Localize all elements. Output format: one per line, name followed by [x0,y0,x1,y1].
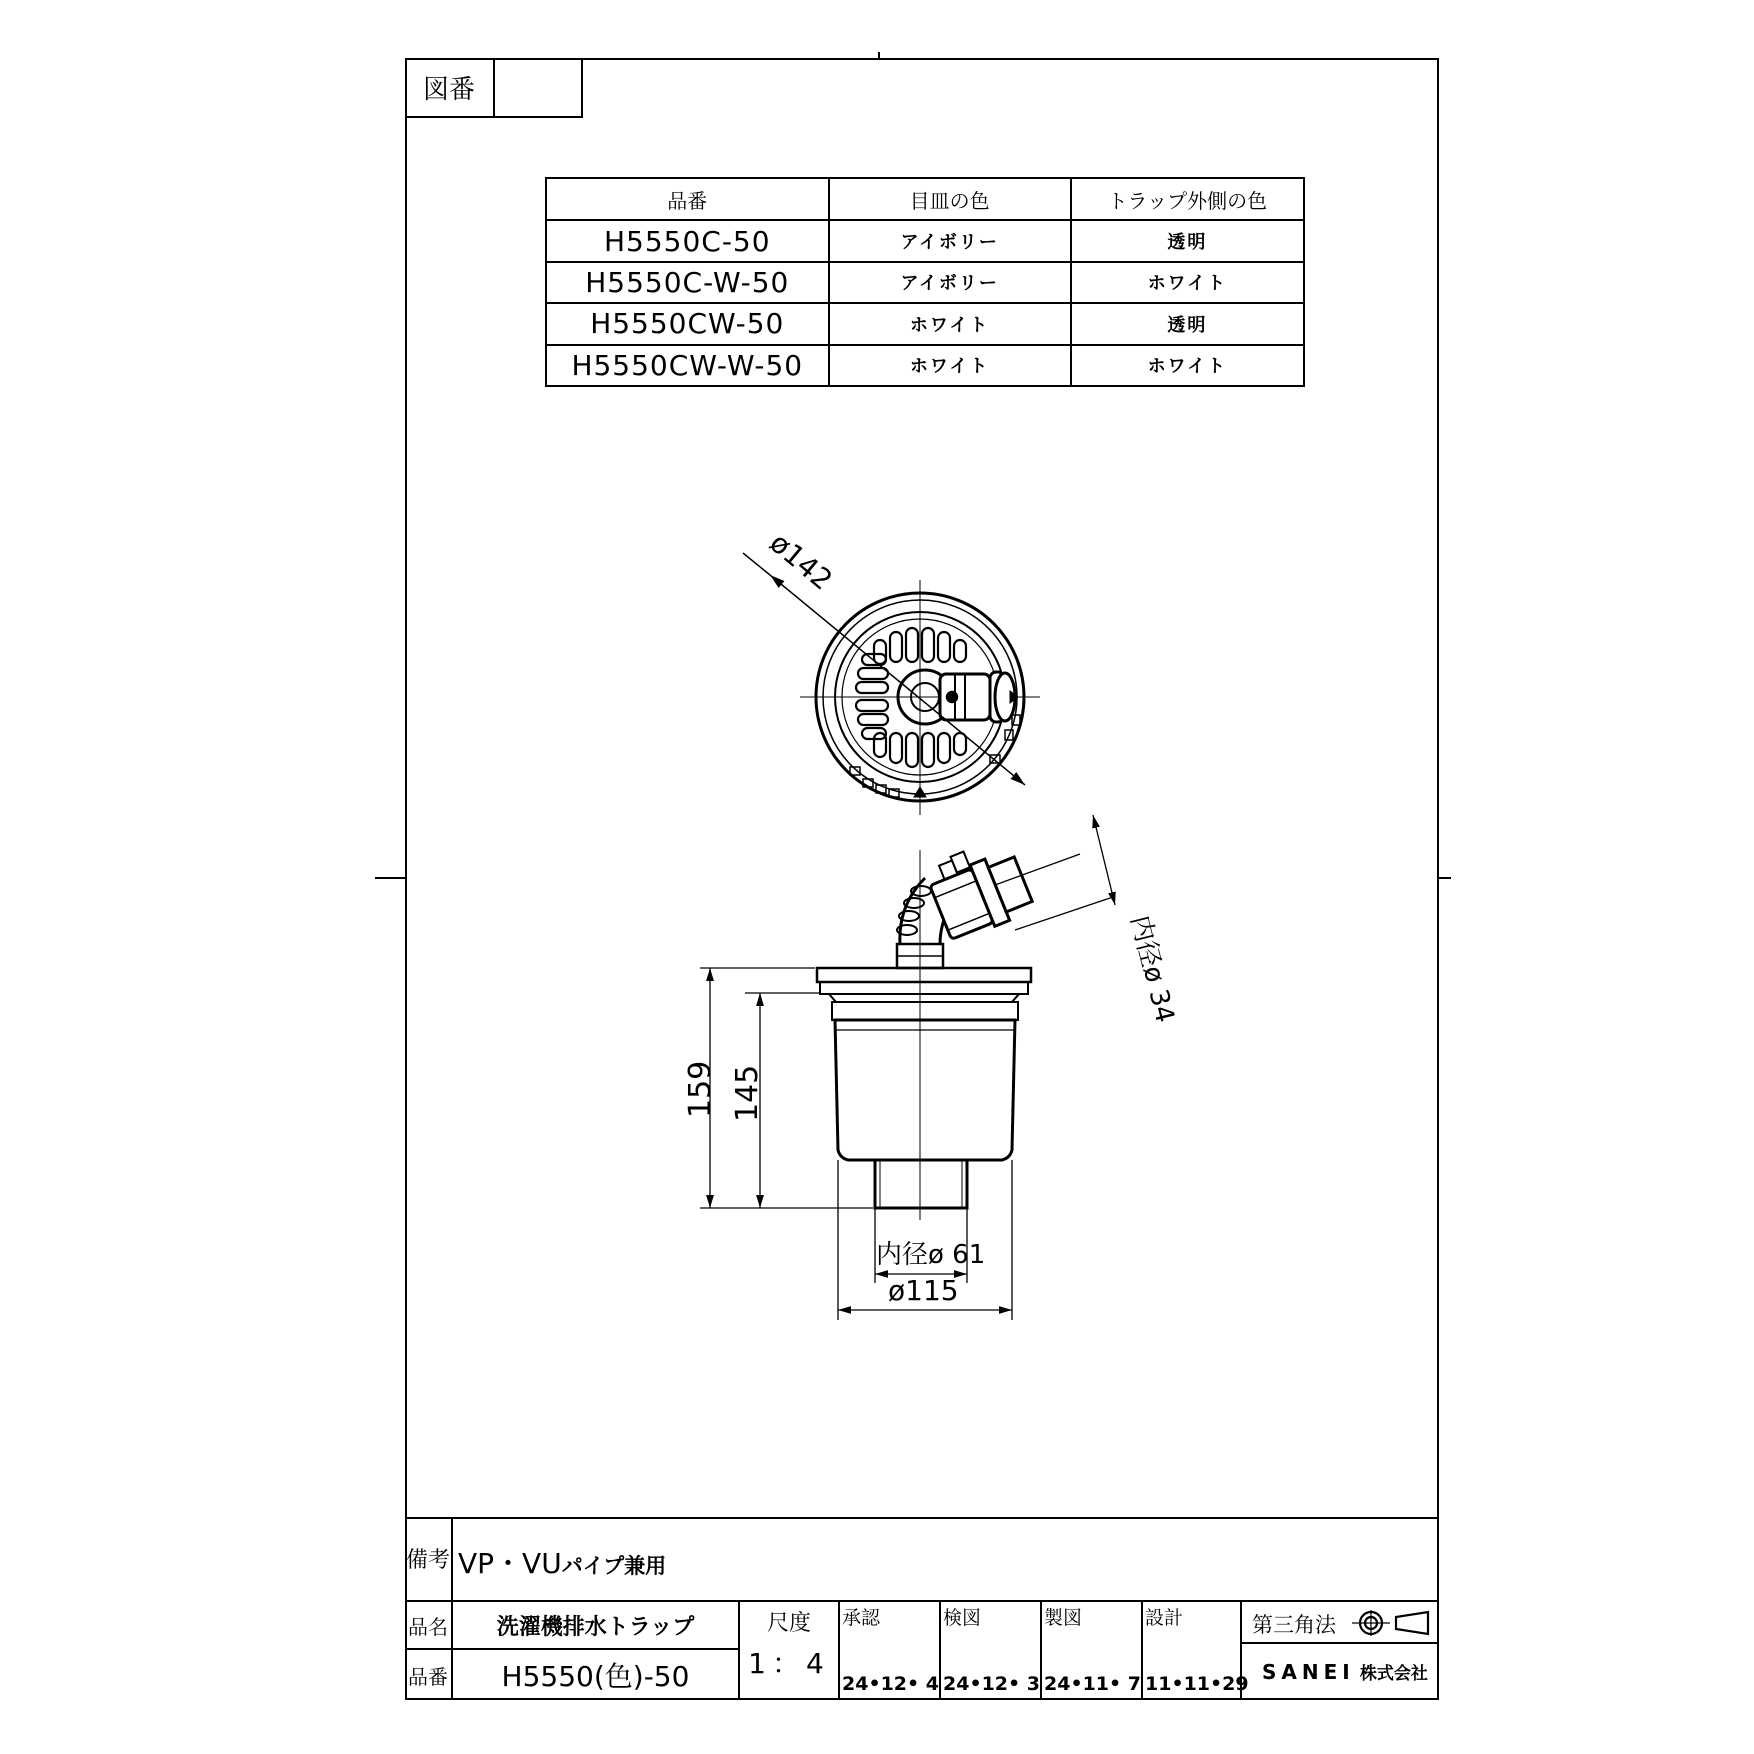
number-label: 品番 [405,1650,453,1700]
top-diameter-label: ø142 [763,526,839,597]
part-number-cell: H5550CW-50 [546,303,829,344]
projection-label: 第三角法 [1252,1613,1336,1637]
top-view [800,580,1040,815]
number-value: H5550(色)-50 [501,1660,690,1693]
check-date: 24•12• 3 [943,1673,1041,1695]
remarks-value [458,1542,666,1582]
trap-color-cell: 透明 [1071,220,1304,261]
drawn-label: 製図 [1044,1607,1083,1629]
header-grate-color: 目皿の色 [829,178,1071,220]
drawn-date: 24•11• 7 [1044,1673,1142,1695]
grate-color-cell: ホワイト [829,345,1071,386]
grate-color-cell: ホワイト [829,303,1071,344]
name-value: 洗濯機排水トラップ [453,1602,738,1650]
part-number-cell: H5550CW-W-50 [546,345,829,386]
top-diameter-leader [743,553,770,575]
check-label: 検図 [943,1607,982,1629]
scale-label: 尺度 [766,1610,811,1636]
header-trap-color: トラップ外側の色 [1071,178,1304,220]
scale-value: 1：4 [748,1647,830,1680]
approval-label: 承認 [842,1607,881,1629]
remarks-main: VP・VU [458,1547,562,1580]
overall-height-label: 159 [683,1060,718,1118]
third-angle-projection-icon [1350,1608,1432,1638]
company-suffix: 株式会社 [1359,1664,1428,1684]
hose-inner-label: 内径ø 34 [1124,912,1180,1026]
company-name [1262,1659,1428,1684]
trap-color-cell: 透明 [1071,303,1304,344]
remarks-label: 備考 [405,1517,453,1600]
trap-color-cell: ホワイト [1071,262,1304,303]
side-view [817,835,1036,1220]
design-label: 設計 [1145,1607,1184,1629]
body-height-label: 145 [730,1064,765,1122]
grate-color-cell: アイボリー [829,220,1071,261]
part-number-cell: H5550C-50 [546,220,829,261]
remarks-suffix: パイプ兼用 [561,1554,667,1578]
design-date: 11•11•29 [1145,1673,1249,1695]
trap-color-cell: ホワイト [1071,345,1304,386]
name-label: 品名 [405,1602,453,1650]
grate-color-cell: アイボリー [829,262,1071,303]
company-brand: SANEI [1262,1660,1355,1684]
body-diameter-label: ø115 [888,1274,959,1307]
header-part-number: 品番 [546,178,829,220]
outlet-inner-label: 内径ø 61 [876,1240,986,1270]
approval-date: 24•12• 4 [842,1673,940,1695]
height-dimensions [700,968,873,1208]
part-number-cell: H5550C-W-50 [546,262,829,303]
drawing-number-label: 図番 [405,58,495,118]
